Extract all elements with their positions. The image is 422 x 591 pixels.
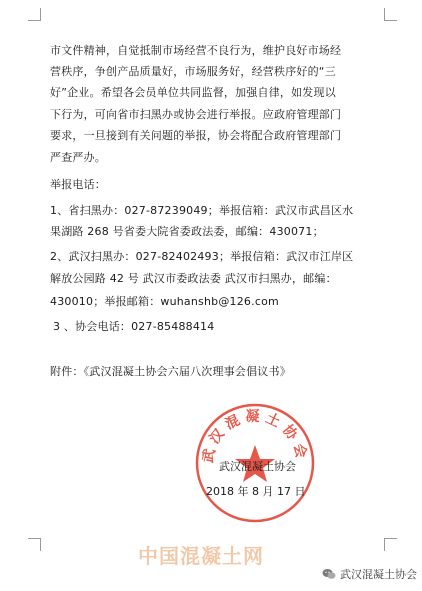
body-line: 要求，一旦接到有关问题的举报，协会将配合政府管理部门 (50, 129, 342, 142)
signature-date: 2018 年 8 月 17 日 (206, 485, 306, 498)
contact-line: 解放公园路 42 号 武汉市委政法委 武汉市扫黑办，邮编： (50, 272, 337, 285)
body-line: 好”企业。希望各会员单位共同监督，加强自律，如发现以 (50, 86, 336, 99)
report-heading: 举报电话： (50, 178, 106, 191)
signature-org: 武汉混凝土协会 (219, 460, 296, 473)
attachment-note: 附件：《武汉混凝土协会六届八次理事会倡议书》 (50, 365, 291, 378)
contact-line: 果湖路 268 号省委大院省委政法委，邮编：430071； (50, 225, 324, 238)
contact-line: 3 、协会电话：027-85488414 (53, 320, 215, 333)
crop-mark-bottom-right (384, 538, 397, 551)
crop-mark-top-right (384, 8, 397, 21)
contact-line: 430010；举报邮箱：wuhanshb@126.com (50, 295, 279, 308)
wechat-watermark (322, 566, 417, 582)
contact-line: 2、武汉扫黑办：027-82402493；举报信箱：武汉市江岸区 (50, 250, 354, 263)
wechat-icon (322, 568, 336, 580)
wechat-label: 武汉混凝土协会 (340, 568, 417, 581)
body-line: 市文件精神，自觉抵制市场经营不良行为，维护良好市场经 (50, 44, 342, 57)
seal-text: 武汉混凝土协会 (200, 409, 310, 465)
site-watermark: 中国混凝土网 (138, 544, 264, 568)
body-line: 严查严办。 (50, 151, 106, 164)
crop-mark-bottom-left (28, 538, 41, 551)
body-line: 下行为，可向省市扫黑办或协会进行举报。应政府管理部门 (50, 108, 342, 121)
body-line: 营秩序，争创产品质量好，市场服务好，经营秩序好的“三 (50, 65, 336, 78)
contact-line: 1、省扫黑办：027-87239049；举报信箱：武汉市武昌区水 (50, 204, 354, 217)
crop-mark-top-left (28, 8, 41, 21)
